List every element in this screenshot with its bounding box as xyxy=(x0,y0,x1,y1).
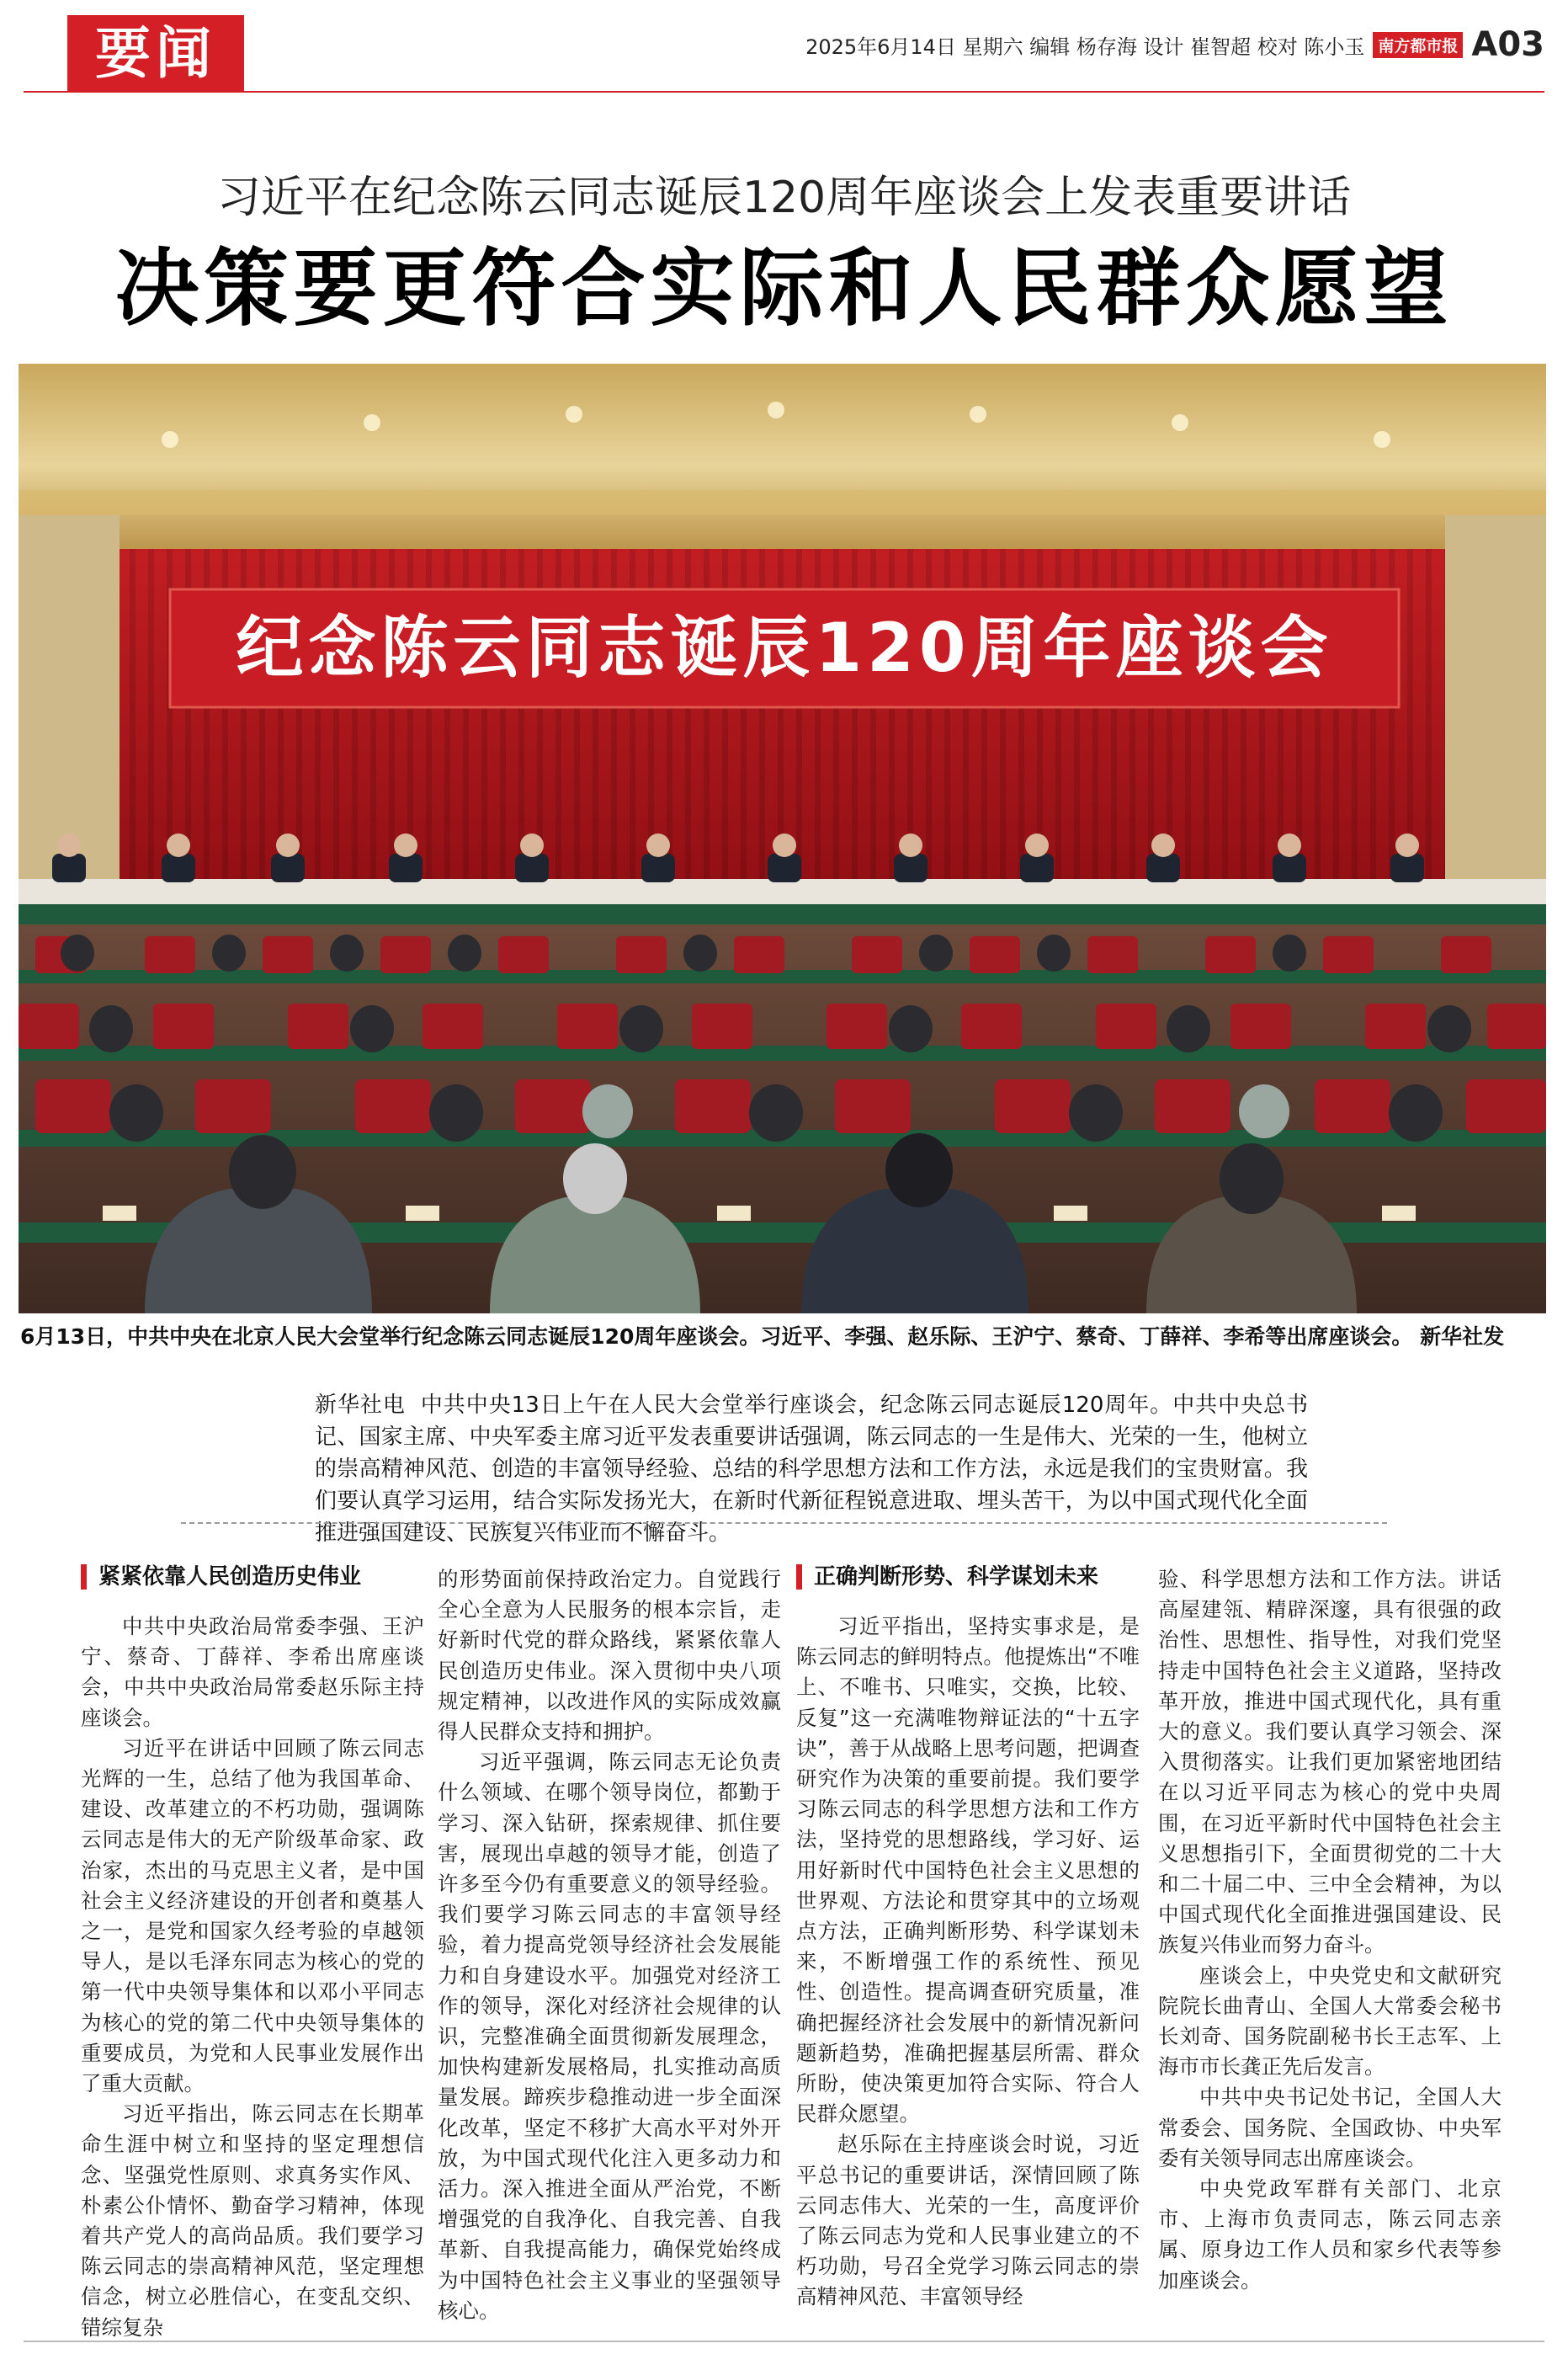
paper-logo: 南方都市报 xyxy=(1373,32,1463,58)
subhead: 紧紧依靠人民创造历史伟业 xyxy=(81,1564,424,1590)
header-rule xyxy=(24,91,1544,93)
paragraph: 的形势面前保持政治定力。自觉践行全心全意为人民服务的根本宗旨，走好新时代党的群众路线，紧紧依靠人民创造历史伟业。深入贯彻中央八项规定精神，以改进作风的实际成效赢得人民群众支持和拥护。 xyxy=(438,1567,781,1744)
photo-banner-text: 纪念陈云同志诞辰120周年座谈会 xyxy=(236,609,1333,687)
paragraph: 中共中央政治局常委李强、王沪宁、蔡奇、丁薛祥、李希出席座谈会，中共中央政治局常委赵乐际主持座谈会。 xyxy=(81,1614,424,1730)
photo-caption: 6月13日，中共中央在北京人民大会堂举行纪念陈云同志诞辰120周年座谈会。习近平、李强、赵乐际、王沪宁、蔡奇、丁薛祥、李希等出席座谈会。 新华社发 xyxy=(20,1324,1505,1349)
column-3 xyxy=(796,1564,1140,2313)
paragraph: 验、科学思想方法和工作方法。讲话高屋建瓴、精辟深邃，具有很强的政治性、思想性、指导性，对我们党坚持走中国特色社会主义道路，坚持改革开放，推进中国式现代化，具有重大的意义。我们要认真学习领会、深入贯彻落实。让我们更加紧密地团结在以习近平同志为核心的党中央周围，在习近平新时代中国特色社会主义思想指引下，全面贯彻党的二十大和二十届二中、三中全会精神，为以中国式现代化全面推进强国建设、民族复兴伟业而努力奋斗。 xyxy=(1158,1567,1502,1957)
news-source: 新华社电 xyxy=(315,1393,406,1418)
footer-rule xyxy=(24,2341,1544,2342)
page-number: A03 xyxy=(1471,25,1544,64)
date-line: 2025年6月14日 星期六 编辑 杨存海 设计 崔智超 校对 陈小玉 xyxy=(805,35,1365,59)
paragraph: 赵乐际在主持座谈会时说，习近平总书记的重要讲话，深情回顾了陈云同志伟大、光荣的一生，高度评价了陈云同志为党和人民事业建立的不朽功勋，号召全党学习陈云同志的崇高精神风范、丰富领导经 xyxy=(796,2132,1140,2309)
masthead-meta xyxy=(805,25,1544,64)
column-4 xyxy=(1158,1564,1502,2296)
divider xyxy=(181,1522,1387,1524)
column-2 xyxy=(438,1564,781,2326)
paragraph: 习近平指出，陈云同志在长期革命生涯中树立和坚持的坚定理想信念、坚强党性原则、求真务实作风、朴素公仆情怀、勤奋学习精神，体现着共产党人的高尚品质。我们要学习陈云同志的崇高精神风范，坚定理想信念，树立必胜信心，在变乱交织、错综复杂 xyxy=(81,2101,424,2340)
section-tag: 要闻 xyxy=(67,15,244,93)
paragraph: 座谈会上，中央党史和文献研究院院长曲青山、全国人大常委会秘书长刘奇、国务院副秘书长王志军、上海市市长龚正先后发言。 xyxy=(1158,1963,1502,2080)
column-1 xyxy=(81,1564,424,2343)
lead-paragraph xyxy=(315,1389,1308,1549)
paragraph: 习近平在讲话中回顾了陈云同志光辉的一生，总结了他为我国革命、建设、改革建立的不朽功勋，强调陈云同志是伟大的无产阶级革命家、政治家，杰出的马克思主义者，是中国社会主义经济建设的开创者和奠基人之一，是党和国家久经考验的卓越领导人，是以毛泽东同志为核心的党的第一代中央领导集体和以邓小平同志为核心的党的第二代中央领导集体的重要成员，为党和人民事业发展作出了重大贡献。 xyxy=(81,1735,424,2096)
kicker: 习近平在纪念陈云同志诞辰120周年座谈会上发表重要讲话 xyxy=(216,173,1352,223)
headline: 决策要更符合实际和人民群众愿望 xyxy=(114,239,1454,338)
paragraph: 中共中央书记处书记，全国人大常委会、国务院、全国政协、中央军委有关领导同志出席座谈会。 xyxy=(1158,2085,1502,2170)
subhead: 正确判断形势、科学谋划未来 xyxy=(796,1564,1140,1590)
news-photo xyxy=(19,364,1546,1313)
lead-text: 中共中央13日上午在人民大会堂举行座谈会，纪念陈云同志诞辰120周年。中共中央总书记、国家主席、中央军委主席习近平发表重要讲话强调，陈云同志的一生是伟大、光荣的一生，他树立的崇高精神风范、创造的丰富领导经验、总结的科学思想方法和工作方法，永远是我们的宝贵财富。我们要认真学习运用，结合实际发扬光大，在新时代新征程锐意进取、埋头苦干，为以中国式现代化全面推进强国建设、民族复兴伟业而不懈奋斗。 xyxy=(315,1393,1308,1546)
paragraph: 中央党政军群有关部门、北京市、上海市负责同志，陈云同志亲属、原身边工作人员和家乡代表等参加座谈会。 xyxy=(1158,2176,1502,2293)
paragraph: 习近平指出，坚持实事求是，是陈云同志的鲜明特点。他提炼出“不唯上、不唯书、只唯实，交换，比较、反复”这一充满唯物辩证法的“十五字诀”，善于从战略上思考问题，把调查研究作为决策的重要前提。我们要学习陈云同志的科学思想方法和工作方法，坚持党的思想路线，学习好、运用好新时代中国特色社会主义思想的世界观、方法论和贯穿其中的立场观点方法，正确判断形势、科学谋划未来，不断增强工作的系统性、预见性、创造性。提高调查研究质量，准确把握经济社会发展中的新情况新问题新趋势，准确把握基层所需、群众所盼，使决策更加符合实际、符合人民群众愿望。 xyxy=(796,1614,1140,2127)
paragraph: 习近平强调，陈云同志无论负责什么领域、在哪个领导岗位，都勤于学习、深入钻研，探索规律、抓住要害，展现出卓越的领导才能，创造了许多至今仍有重要意义的领导经验。我们要学习陈云同志的丰富领导经验，着力提高党领导经济社会发展能力和自身建设水平。加强党对经济工作的领导，深化对经济社会规律的认识，完整准确全面贯彻新发展理念，加快构建新发展格局，扎实推动高质量发展。蹄疾步稳推动进一步全面深化改革，坚定不移扩大高水平对外开放，为中国式现代化注入更多动力和活力。深入推进全面从严治党，不断增强党的自我净化、自我完善、自我革新、自我提高能力，确保党始终成为中国特色社会主义事业的坚强领导核心。 xyxy=(438,1750,781,2323)
